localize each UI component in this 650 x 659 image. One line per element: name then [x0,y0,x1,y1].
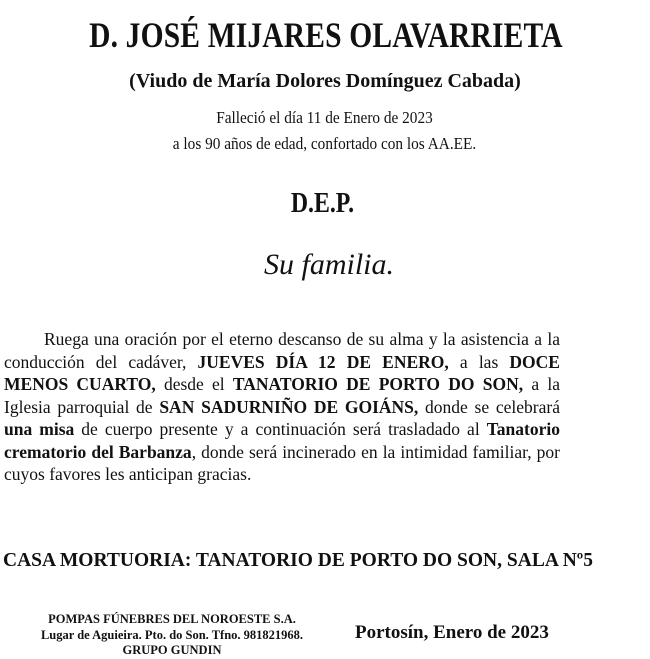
text-segment: a la Iglesia parroquial de [4,374,560,417]
text-segment: donde se celebrará [418,396,560,417]
funeral-home-group: GRUPO GUNDIN [122,643,222,657]
departure-location: TANATORIO DE PORTO DO SON, [232,374,524,394]
crematorium-name: Tanatorio crematorio del Barbanza [4,419,560,462]
funeral-date: JUEVES DÍA 12 DE ENERO, [197,351,449,372]
funeral-home-block [0,612,344,659]
widower-of-line: (Viudo de María Dolores Domínguez Cabada) [129,70,521,92]
family-signature: Su familia. [263,248,394,281]
text-segment: Ruega una oración por el eterno descanso de su alma y la asistencia a la conducción del cadáver, [4,329,560,372]
mortuary-line: CASA MORTUORIA: TANATORIO DE PORTO DO SON, SALA Nº5 [3,550,593,571]
announcement-paragraph [4,328,560,486]
funeral-home-name: POMPAS FÚNEBRES DEL NOROESTE S.A. [48,612,296,626]
text-segment: , donde será incinerado en la intimidad familiar, por cuyos favores les anticipan gracias. [4,441,560,484]
deceased-name: D. JOSÉ MIJARES OLAVARRIETA [89,15,563,55]
age-line: a los 90 años de edad, confortado con los AA.EE. [172,134,477,153]
church-name: SAN SADURNIÑO DE GOIÁNS, [159,396,419,417]
text-segment: a las [448,351,510,372]
rip-abbreviation: D.E.P. [290,188,355,219]
mass-mention: una misa [4,419,75,439]
death-date-line: Falleció el día 11 de Enero de 2023 [216,108,433,127]
funeral-home-address: Lugar de Aguieira. Pto. do Son. Tfno. 981821968. [40,627,304,642]
text-segment: de cuerpo presente y a continuación será trasladado al [74,419,487,439]
place-and-date: Portosín, Enero de 2023 [355,622,549,643]
funeral-time: DOCE MENOS CUARTO, [4,351,560,394]
text-segment: desde el [155,374,233,394]
